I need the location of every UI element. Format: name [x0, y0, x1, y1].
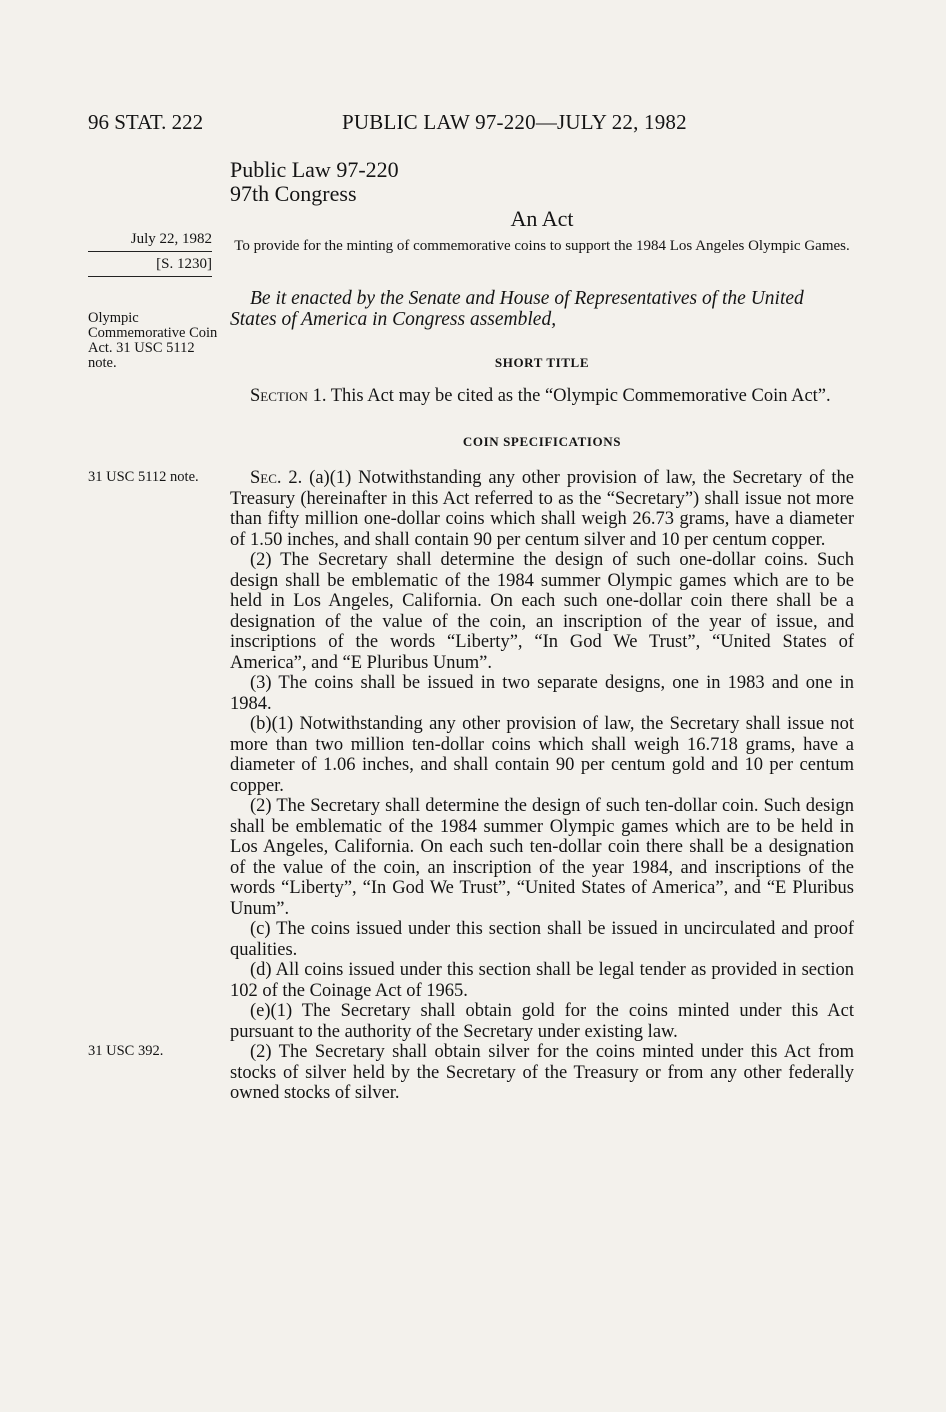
margin-note-short-title: Olympic Commemorative Coin Act. 31 USC 5112 note.	[88, 310, 218, 371]
date-rule	[88, 251, 212, 252]
short-title-heading: SHORT TITLE	[494, 355, 590, 370]
section-2	[230, 468, 854, 1104]
section-2-a1	[230, 468, 854, 550]
running-title: PUBLIC LAW 97-220—JULY 22, 1982	[342, 110, 687, 134]
public-law-title: Public Law 97-220	[230, 157, 399, 182]
congress-label: 97th Congress	[230, 181, 357, 206]
act-purpose: To provide for the minting of commemorative coins to support the 1984 Los Angeles Olympic Games.	[234, 238, 850, 254]
section-2-e1: (e)(1) The Secretary shall obtain gold for the coins minted under this Act pursuant to the authority of the Secretary under existing law.	[230, 1001, 854, 1042]
section-2-a3: (3) The coins shall be issued in two separate designs, one in 1983 and one in 1984.	[230, 673, 854, 714]
section-2-a1-text: (a)(1) Notwithstanding any other provision of law, the Secretary of the Treasury (hereinafter in this Act referred to as the “Secretary”) shall issue not more than fifty million one-dollar coins which shall weigh 26.73 grams, have a diameter of 1.50 inches, and shall contain 90 per centum silver and 10 per centum copper.	[230, 468, 854, 550]
stat-page-number: 96 STAT. 222	[88, 110, 204, 134]
section-2-a2: (2) The Secretary shall determine the design of such one-dollar coins. Such design shall be emblematic of the 1984 summer Olympic games which are to be held in Los Angeles, California. On each such one-dollar coin there shall be a designation of the value of the coin, an inscription of the year of issue, and inscriptions of the words “Liberty”, “In God We Trust”, “United States of America”, and “E Pluribus Unum”.	[230, 550, 854, 673]
section-2-b1: (b)(1) Notwithstanding any other provision of law, the Secretary shall issue not more than two million ten-dollar coins which shall weigh 16.718 grams, have a diameter of 1.06 inches, and shall contain 90 per centum gold and 10 per centum copper.	[230, 714, 854, 796]
section-2-e2: (2) The Secretary shall obtain silver for the coins minted under this Act from stocks of silver held by the Secretary of the Treasury or from any other federally owned stocks of silver.	[230, 1042, 854, 1103]
enactment-date: July 22, 1982	[130, 231, 212, 247]
bill-rule	[88, 276, 212, 277]
section-2-label: Sec. 2.	[250, 468, 303, 488]
enacting-clause: Be it enacted by the Senate and House of Representatives of the United States of America in Congress assembled,	[230, 288, 804, 330]
section-2-d: (d) All coins issued under this section shall be legal tender as provided in section 102 of the Coinage Act of 1965.	[230, 960, 854, 1001]
section-2-c: (c) The coins issued under this section shall be issued in uncirculated and proof qualities.	[230, 919, 854, 960]
act-label: An Act	[510, 206, 574, 231]
coin-specifications-heading: COIN SPECIFICATIONS	[462, 434, 622, 449]
margin-note-coinage-act: 31 USC 392.	[88, 1043, 164, 1059]
section-1-paragraph	[230, 386, 854, 407]
margin-note-sec2: 31 USC 5112 note.	[88, 469, 199, 485]
bill-number: [S. 1230]	[156, 256, 212, 272]
section-2-b2: (2) The Secretary shall determine the design of such ten-dollar coin. Such design shall be emblematic of the 1984 summer Olympic games which are to be held in Los Angeles, California. On each such ten-dollar coin there shall be a designation of the value of the coin, an inscription of the year 1984, and inscriptions of the words “Liberty”, “In God We Trust”, “United States of America”, and “E Pluribus Unum”.	[230, 796, 854, 919]
section-1-label: Section 1.	[250, 386, 327, 406]
section-1-text: This Act may be cited as the “Olympic Commemorative Coin Act”.	[326, 386, 831, 406]
section-1	[230, 386, 854, 407]
